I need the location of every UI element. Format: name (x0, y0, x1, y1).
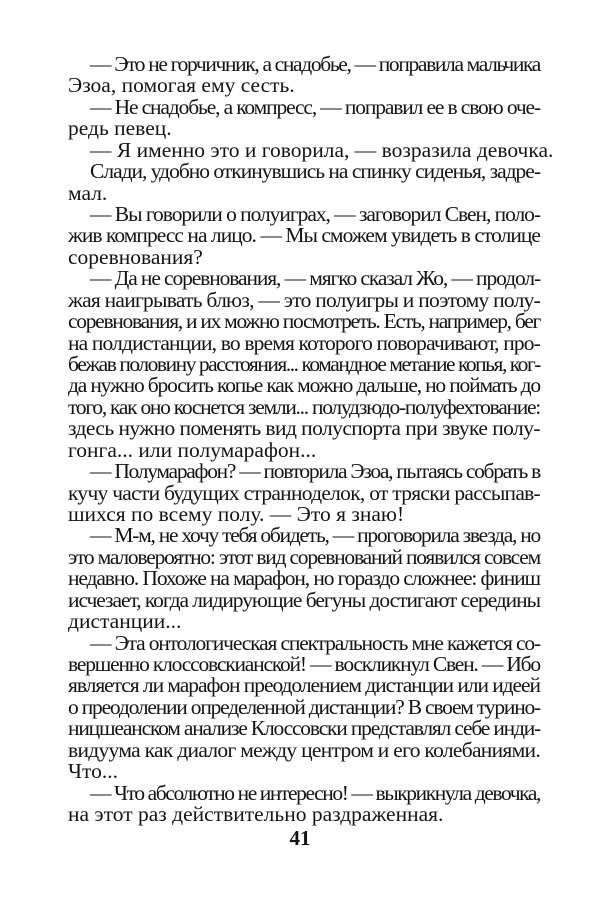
text-line: — Эта онтологическая спектральность мне кажется со- (90, 631, 540, 655)
text-line: ницшеанском анализе Клоссовски представлял себе инди- (68, 716, 540, 740)
text-line: жив компресс на лицо. — Мы сможем увидеть в столице (68, 223, 540, 247)
text-line: мал. (68, 181, 108, 205)
text-line: о преодолении определенной дистанции? В своем турино- (68, 695, 540, 719)
text-line: жая наигрывать блюз, — это полуигры и поэтому полу- (68, 288, 540, 312)
text-line: исчезает, когда лидирующие бегуны достигают середины (68, 588, 540, 612)
text-line: гонга... или полумарафон... (68, 438, 317, 462)
text-line: — Это не горчичник, а снадобье, — поправила мальчика (90, 52, 540, 76)
text-line: того, как оно коснется земли... полудзюдо-полуфехтование: (68, 395, 540, 419)
page-number: 41 (289, 826, 311, 850)
text-line: — М-м, не хочу тебя обидеть, — проговорила звезда, но (90, 523, 540, 547)
text-line: здесь нужно поменять вид полуспорта при звуке полу- (68, 416, 540, 440)
text-line: — Да не соревнования, — мягко сказал Жо, — продол- (90, 266, 540, 290)
text-line: Слади, удобно откинувшись на спинку сиденья, задре- (90, 159, 540, 183)
text-line: — Не снадобье, а компресс, — поправил ее в свою оче- (90, 95, 540, 119)
text-line: да нужно бросить копье как можно дальше, но поймать до (68, 373, 540, 397)
text-line: — Вы говорили о полуиграх, — заговорил Свен, поло- (90, 202, 540, 226)
text-line: — Полумарафон? — повторила Эзоа, пытаясь собрать в (90, 459, 540, 483)
text-line: кучу части будущих странноделок, от тряски рассыпав- (68, 481, 540, 505)
text-line: Что... (68, 759, 118, 783)
text-line: это маловероятно: этот вид соревнований появился совсем (68, 545, 540, 569)
text-line: дистанции... (68, 609, 182, 633)
text-line: соревнования, и их можно посмотреть. Есть, например, бег (68, 309, 540, 333)
text-line: — Что абсолютно не интересно! — выкрикнула девочка, (90, 781, 540, 805)
text-line: — Я именно это и говорила, — возразила девочка. (90, 138, 554, 162)
text-line: вершенно клоссовскианской! — воскликнул Свен. — Ибо (68, 652, 540, 676)
text-line: недавно. Похоже на марафон, но гораздо сложнее: финиш (68, 566, 540, 590)
text-line: бежав половину расстояния... командное метание копья, ког- (68, 352, 540, 376)
text-line: на полдистанции, во время которого поворачивают, про- (68, 331, 540, 355)
text-line: редь певец. (68, 116, 172, 140)
text-line: видуума как диалог между центром и его колебаниями. (68, 738, 540, 762)
text-line: соревнования? (68, 245, 203, 269)
text-line: является ли марафон преодолением дистанции или идеей (68, 673, 540, 697)
text-line: Эзоа, помогая ему сесть. (68, 73, 295, 97)
text-line: на этот раз действительно раздраженная. (68, 802, 444, 826)
text-line: шихся по всему полу. — Это я знаю! (68, 502, 405, 526)
